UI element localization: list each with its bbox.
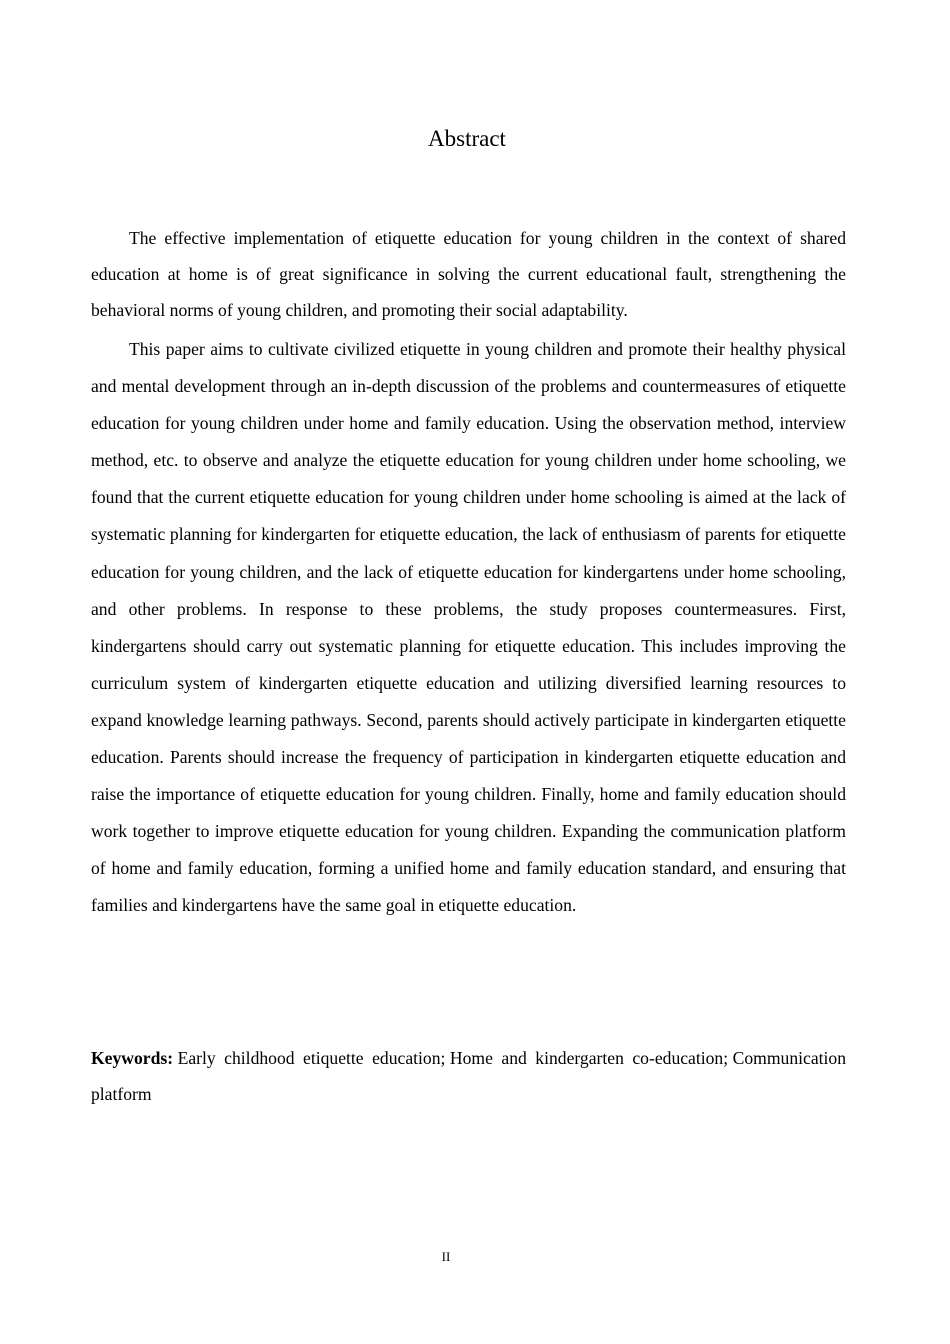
abstract-paragraph-2: This paper aims to cultivate civilized etiquette in young children and promote their healthy physical and mental development through an in-depth discussion of the problems and countermeasures of etiquette education for young children under home and family education. Using the observation method, interview method, etc. to observe and analyze the etiquette education for young children under home schooling, we found that the current etiquette education for young children under home schooling is aimed at the lack of systematic planning for kindergarten for etiquette education, the lack of enthusiasm of parents for etiquette education for young children, and the lack of etiquette education for kindergartens under home schooling, and other problems. In response to these problems, the study proposes countermeasures. First, kindergartens should carry out systematic planning for etiquette education. This includes improving the curriculum system of kindergarten etiquette education and utilizing diversified learning resources to expand knowledge learning pathways. Second, parents should actively participate in kindergarten etiquette education. Parents should increase the frequency of participation in kindergarten etiquette education and raise the importance of etiquette education for young children. Finally, home and family education should work together to improve etiquette education for young children. Expanding the communication platform of home and family education, forming a unified home and family education standard, and ensuring that families and kindergartens have the same goal in etiquette education. bbox=[91, 339, 846, 916]
keyword-item: Home and kindergarten co-education; bbox=[449, 1048, 729, 1068]
abstract-paragraph-1: The effective implementation of etiquette education for young children in the context of shared education at home is of great significance in solving the current educational fault, strengthening the behavioral norms of young children, and promoting their social adaptability. bbox=[91, 228, 846, 320]
keywords-label: Keywords: bbox=[91, 1048, 174, 1068]
keyword-item: Early childhood etiquette education; bbox=[177, 1048, 446, 1068]
keywords-line bbox=[91, 1040, 846, 1112]
page-number: II bbox=[441, 1249, 451, 1264]
keyword-item: Communication platform bbox=[91, 1048, 846, 1104]
abstract-title: Abstract bbox=[428, 126, 506, 151]
